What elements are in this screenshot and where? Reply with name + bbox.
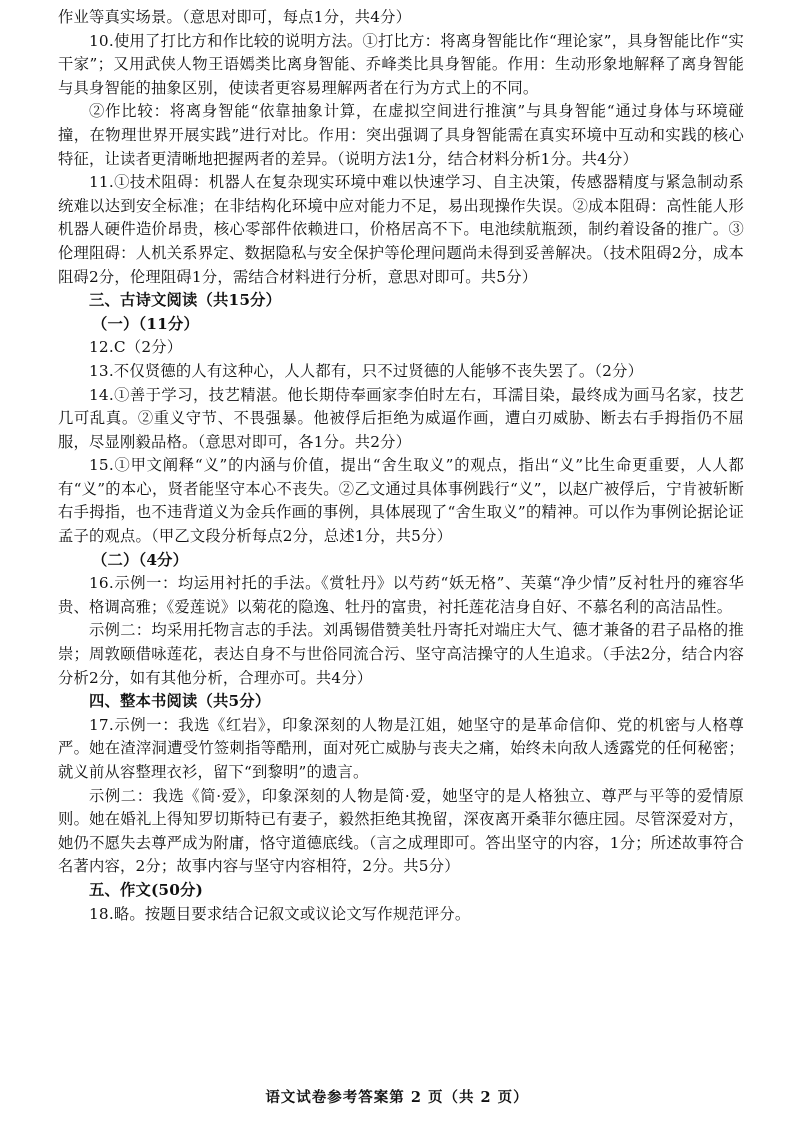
answer-content — [58, 6, 744, 926]
answer-18: 18.略。按题目要求结合记叙文或议论文写作规范评分。 — [89, 904, 471, 923]
answer-16-example2: 示例二：均采用托物言志的手法。刘禹锡借赞美牡丹寄托对端庄大气、德才兼备的君子品格的推崇；周敦颐借咏莲花，表达自身不与世俗同流合污、坚守高洁操守的人生追求。（手法2分，结合内容分析2分，如有其他分析，合理亦可。共4分） — [58, 621, 744, 687]
answer-11: 11.①技术阻碍：机器人在复杂现实环境中难以快速学习、自主决策，传感器精度与紧急制动系统难以达到安全标准；在非结构化环境中应对能力不足，易出现操作失误。②成本阻碍：高性能人形机器人硬件造价昂贵，核心零部件依赖进口，价格居高不下。电池续航瓶颈，制约着设备的推广。③伦理阻碍：人机关系界定、数据隐私与安全保护等伦理问题尚未得到妥善解决。（技术阻碍2分，成本阻碍2分，伦理阻碍1分，需结合材料进行分析，意思对即可。共5分） — [58, 173, 744, 286]
answer-12: 12.C（2分） — [89, 338, 183, 357]
section-5-heading: 五、作文(50分) — [89, 880, 204, 899]
answer-16-example1: 16.示例一：均运用衬托的手法。《赏牡丹》以芍药“妖无格”、芙蕖“净少情”反衬牡丹的雍容华贵、格调高雅；《爱莲说》以菊花的隐逸、牡丹的富贵，衬托莲花洁身自好、不慕名利的高洁品性。 — [58, 574, 744, 616]
answer-14: 14.①善于学习，技艺精湛。他长期侍奉画家李伯时左右，耳濡目染，最终成为画马名家，技艺几可乱真。②重义守节、不畏强暴。他被俘后拒绝为威逼作画，遭白刃威胁、断去右手拇指仍不屈服，尽显刚毅品格。（意思对即可，各1分。共2分） — [58, 385, 744, 451]
answer-15: 15.①甲文阐释“义”的内涵与价值，提出“舍生取义”的观点，指出“义”比生命更重要，人人都有“义”的本心，贤者能坚守本心不丧失。②乙文通过具体事例践行“义”，以赵广被俘后，宁肯被斩断右手拇指，也不违背道义为金兵作画的事例，具体展现了“舍生取义”的精神。可以作为事例论据论证孟子的观点。（甲乙文段分析每点2分，总述1分，共5分） — [58, 456, 744, 546]
answer-17-example2: 示例二：我选《简·爱》，印象深刻的人物是简·爱，她坚守的是人格独立、尊严与平等的爱情原则。她在婚礼上得知罗切斯特已有妻子，毅然拒绝其挽留，深夜离开桑菲尔德庄园。尽管深爱对方，她仍不愿失去尊严成为附庸，恪守道德底线。（言之成理即可。答出坚守的内容，1分；所述故事符合名著内容，2分；故事内容与坚守内容相符，2分。共5分） — [58, 786, 744, 876]
answer-9-tail: 作业等真实场景。（意思对即可，每点1分，共4分） — [58, 8, 412, 26]
section-3-part2-heading: （二）（4分） — [92, 550, 189, 569]
section-3-part1-heading: （一）（11分） — [92, 314, 200, 333]
answer-10-part2: ②作比较：将离身智能“依靠抽象计算，在虚拟空间进行推演”与具身智能“通过身体与环境碰撞，在物理世界开展实践”进行对比。作用：突出强调了具身智能需在真实环境中互动和实践的核心特征，让读者更清晰地把握两者的差异。（说明方法1分，结合材料分析1分。共4分） — [58, 102, 744, 168]
answer-10-part1: 10.使用了打比方和作比较的说明方法。①打比方：将离身智能比作“理论家”，具身智能比作“实干家”；又用武侠人物王语嫣类比离身智能、乔峰类比具身智能。作用：生动形象地解释了离身智能与具身智能的抽象区别，使读者更容易理解两者在行为方式上的不同。 — [58, 31, 744, 97]
section-4-heading: 四、整本书阅读（共5分） — [89, 692, 271, 711]
section-3-heading: 三、古诗文阅读（共15分） — [89, 291, 282, 310]
page-footer: 语文试卷参考答案第 2 页（共 2 页） — [265, 1089, 529, 1106]
answer-17-example1: 17.示例一：我选《红岩》，印象深刻的人物是江姐，她坚守的是革命信仰、党的机密与人格尊严。她在渣滓洞遭受竹签刺指等酷刑，面对死亡威胁与丧夫之痛，始终未向敌人透露党的任何秘密；就义前从容整理衣衫，留下“到黎明”的遗言。 — [58, 715, 744, 781]
answer-13: 13.不仅贤德的人有这种心，人人都有，只不过贤德的人能够不丧失罢了。（2分） — [89, 361, 644, 380]
